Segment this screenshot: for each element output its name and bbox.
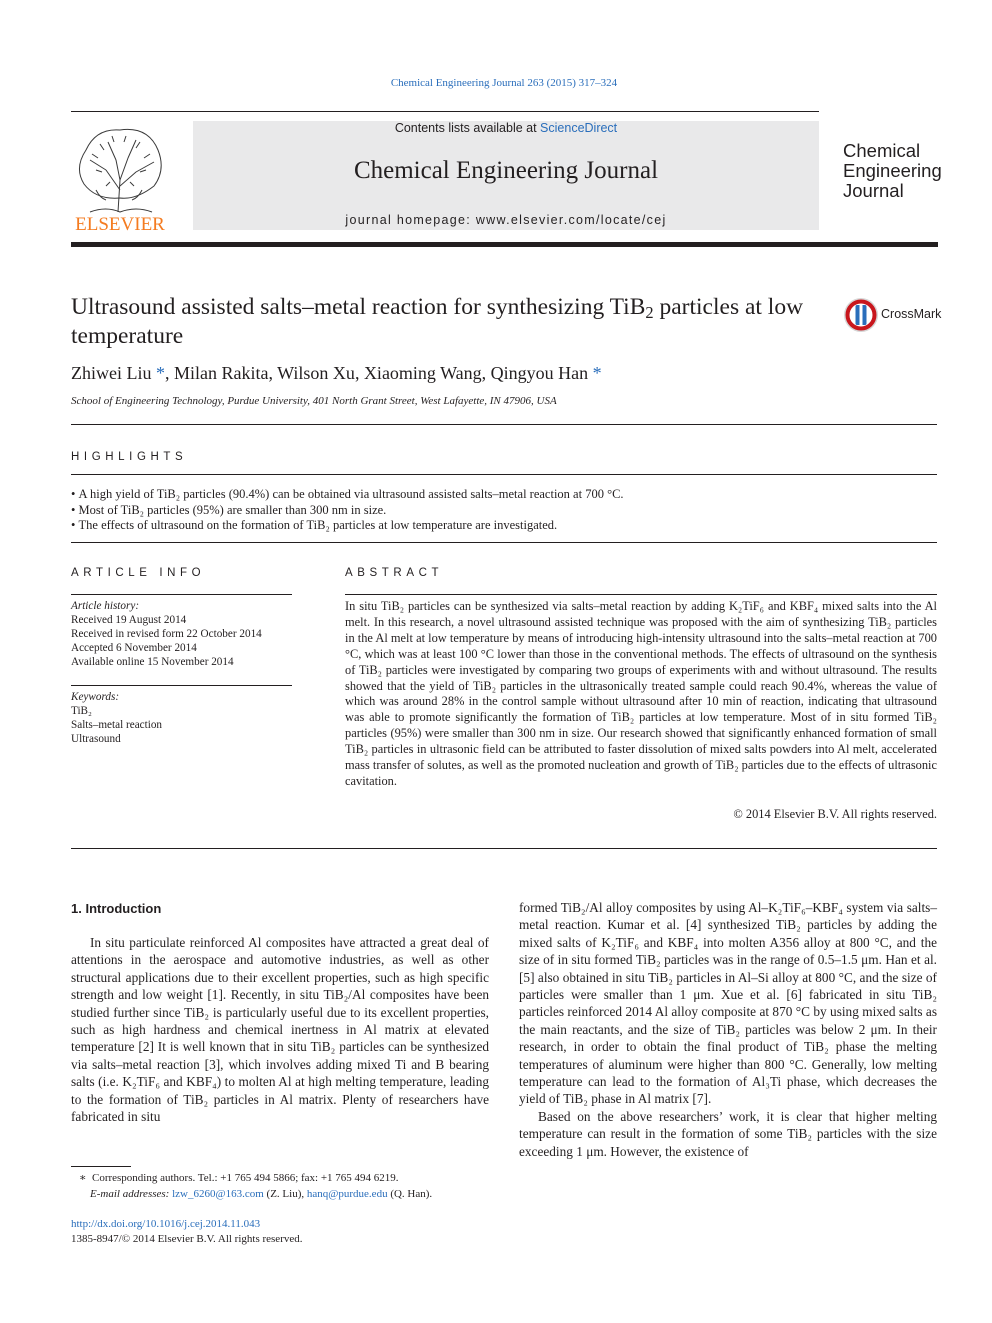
issn-copyright: 1385-8947/© 2014 Elsevier B.V. All rights reserved.	[71, 1233, 303, 1245]
keywords-label: Keywords:	[71, 691, 120, 703]
crossmark-badge[interactable]	[843, 297, 943, 333]
corresponding-author-marker[interactable]: *	[592, 363, 602, 383]
highlights-list	[71, 487, 937, 534]
elsevier-wordmark: ELSEVIER	[75, 214, 165, 235]
email-owner: (Q. Han).	[390, 1188, 433, 1200]
crossmark-icon	[843, 297, 879, 333]
doi-link[interactable]: http://dx.doi.org/10.1016/j.cej.2014.11.043	[71, 1218, 261, 1230]
title-subscript: 2	[645, 303, 654, 323]
title-text: particles at low temperature	[71, 294, 804, 349]
highlight-item: • The effects of ultrasound on the formation of TiB₂ particles at low temperature are investigated.	[71, 518, 937, 534]
email-link[interactable]: lzw_6260@163.com	[172, 1188, 264, 1200]
homepage-prefix: journal homepage:	[345, 213, 476, 227]
corresponding-text: Corresponding authors. Tel.: +1 765 494 5866; fax: +1 765 494 6219.	[91, 1172, 399, 1184]
section-rule	[71, 474, 937, 475]
body-paragraph: formed TiB₂/Al alloy composites by using Al–K₂TiF₆–KBF₄ system via salts–metal reaction. Kumar et al. [4] synthesized TiB₂ particles by adding the mixed salts of K₂TiF₆ and KBF₄ into molten A356 alloy at 800 °C, and the size of in situ formed TiB₂ particles was in the range of 0.5–1.5 μm. Han et al. [5] also obtained in situ TiB₂ particles in Al–Si alloy at 800 °C, and the size of particles were smaller than 1 μm. Xue et al. [6] fabricated in situ TiB₂ particles reinforced 2014 Al alloy composite at 870 °C by using mixed salts as the main reactants, and the size of TiB₂ particles was below 2 μm. In their research, in order to obtain the final product of TiB₂ phase the melting temperatures of aluminum were higher than 800 °C. Generally, low melting temperature can lead to the formation of Al₃Ti phase, which decreases the yield of TiB₂ phase in Al matrix [7].	[519, 900, 937, 1107]
contents-prefix: Contents lists available at	[394, 121, 541, 135]
history-entry: Available online 15 November 2014	[71, 656, 234, 668]
keywords	[71, 690, 162, 746]
body-paragraph: In situ particulate reinforced Al composites have attracted a great deal of attentions in the aerospace and automotive industries, as well as other structural applications due to their excellent properties, such as high specific strength and low weight [1]. Recently, in situ TiB₂/Al composites have been studied further since TiB₂ is particularly useful due to its excellent properties, such as high hardness and chemical inertness in Al matrix at elevated temperature [2] It is well known that in situ TiB₂ particles can be synthesized via salts–metal reaction [3], which involves adding mixed Ti and B bearing salts (i.e. K₂TiF₆ and KBF₄) to molten Al at high melting temperature, leading to the formation of TiB₂ particles in Al matrix. Plenty of researchers have fabricated in situ	[71, 935, 489, 1125]
body-paragraph: Based on the above researchers’ work, it is clear that higher melting temperature can result in the formation of some TiB₂ particles with the size exceeding 1 μm. However, the existence of	[519, 1108, 937, 1159]
corresponding-author-marker[interactable]: *	[155, 363, 165, 383]
header-thick-rule	[71, 242, 938, 247]
keyword: Salts–metal reaction	[71, 719, 163, 731]
paper-title	[71, 293, 831, 351]
article-info-heading: ARTICLE INFO	[71, 567, 206, 579]
corresponding-footnote	[79, 1170, 399, 1186]
title-text: Ultrasound assisted salts–metal reaction for synthesizing TiB	[71, 294, 646, 320]
contents-available-line	[193, 121, 819, 135]
highlights-heading: HIGHLIGHTS	[71, 451, 188, 463]
highlight-item: • Most of TiB₂ particles (95%) are smaller than 300 nm in size.	[71, 503, 937, 519]
crossmark-label: CrossMark	[881, 307, 942, 321]
author-name: Zhiwei Liu	[71, 363, 152, 383]
homepage-url[interactable]: www.elsevier.com/locate/cej	[475, 213, 667, 227]
section-rule	[71, 848, 937, 849]
email-label: E-mail addresses:	[90, 1188, 170, 1200]
abstract-text: In situ TiB₂ particles can be synthesized via salts–metal reaction by adding K₂TiF₆ and KBF₄ mixed salts into the Al melt. In this research, a novel ultrasound assisted technique was proposed with the aim of synthesizing TiB₂ particles in the Al melt at low temperature by means of introducing high-intensity ultrasound into the salts–metal reaction at 700 °C, which was at least 100 °C lower than those in the conventional methods. The effects of ultrasound on the synthesis of TiB₂ particles were investigated by comparing two groups of experiments with and without ultrasound. The results showed that the yield of TiB₂ particles in the ultrasonically treated sample could reach 90.4%, whereas the value of which was around 28% in the control sample without ultrasound after 10 min of reaction, indicating that ultrasound was able to promote significantly the formation of TiB₂ particles at low temperature. Most of in situ formed TiB₂ particles (95%) were smaller than 300 nm in size. Our research showed that significantly enhanced formation of small TiB₂ particles in ultrasonic field can be attributed to faster dissolution of mixed salts powders into Al melt, accelerated mass transfer of solutes, as well as the promoted nucleation and growth of TiB₂ particles due to the effects of ultrasonic cavitation.	[345, 599, 937, 788]
cover-title-line: Chemical	[843, 140, 921, 161]
section-rule	[71, 685, 292, 686]
author-name: Xiaoming Wang	[363, 363, 482, 383]
article-history-label: Article history:	[71, 600, 140, 612]
section-rule	[71, 424, 937, 425]
email-link[interactable]: hanq@purdue.edu	[306, 1188, 388, 1200]
introduction-heading: 1. Introduction	[71, 901, 162, 916]
affiliation: School of Engineering Technology, Purdue University, 401 North Grant Street, West Lafayette, IN 47906, USA	[71, 395, 557, 407]
section-rule	[345, 594, 937, 595]
author-name: Wilson Xu	[277, 363, 355, 383]
journal-cover-title	[843, 141, 942, 201]
journal-homepage	[193, 213, 819, 227]
journal-citation[interactable]: Chemical Engineering Journal 263 (2015) 317–324	[390, 77, 618, 89]
highlight-item: • A high yield of TiB₂ particles (90.4%) can be obtained via ultrasound assisted salts–metal reaction at 700 °C.	[71, 487, 937, 503]
keyword: TiB₂	[71, 705, 92, 717]
author-name: Qingyou Han	[490, 363, 589, 383]
history-entry: Accepted 6 November 2014	[71, 642, 197, 654]
body-left-column	[71, 934, 489, 1125]
cover-title-line: Engineering	[843, 160, 942, 181]
abstract-heading: ABSTRACT	[345, 567, 444, 579]
author-list: Zhiwei Liu *, Milan Rakita, Wilson Xu, Xiaoming Wang, Qingyou Han *	[71, 363, 602, 383]
cover-title-line: Journal	[843, 180, 904, 201]
body-right-column	[519, 899, 937, 1160]
history-entry: Received in revised form 22 October 2014	[71, 628, 262, 640]
section-rule	[71, 594, 292, 595]
author-name: Milan Rakita	[173, 363, 269, 383]
article-history	[71, 599, 262, 669]
footnote-star: ∗	[79, 1172, 92, 1184]
footnote-rule	[71, 1166, 131, 1167]
history-entry: Received 19 August 2014	[71, 614, 187, 626]
abstract-copyright: © 2014 Elsevier B.V. All rights reserved.	[733, 807, 937, 821]
section-rule	[71, 542, 937, 543]
keyword: Ultrasound	[71, 733, 121, 745]
sciencedirect-link[interactable]: ScienceDirect	[540, 121, 618, 135]
email-footnote	[90, 1186, 432, 1202]
email-owner: (Z. Liu),	[266, 1188, 305, 1200]
header-rule	[71, 111, 819, 112]
journal-name: Chemical Engineering Journal	[353, 157, 659, 184]
elsevier-logo	[66, 120, 174, 235]
